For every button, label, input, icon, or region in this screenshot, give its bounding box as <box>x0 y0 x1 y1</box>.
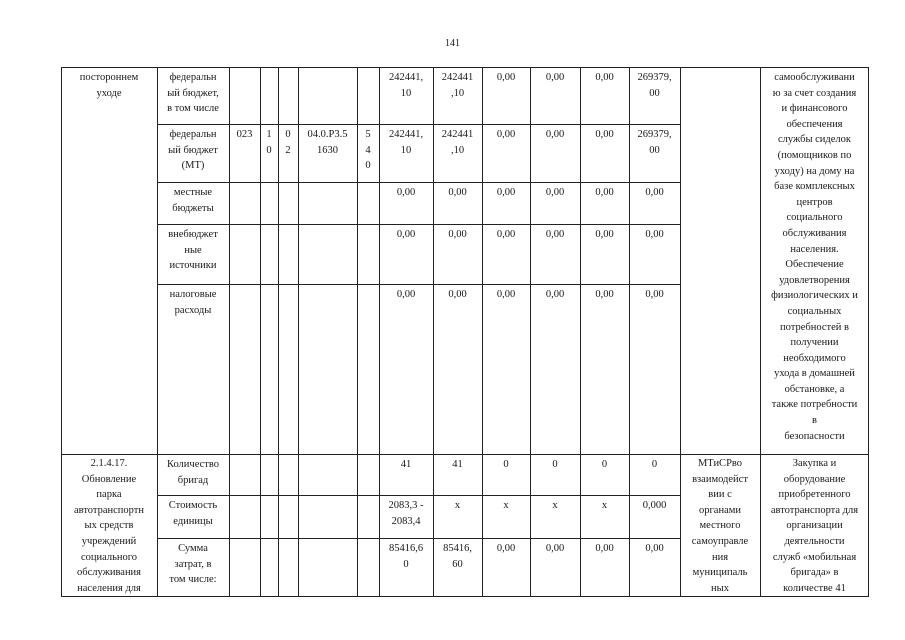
amount-cell: 0,00 <box>545 543 565 554</box>
grid-line <box>482 67 483 597</box>
amount-cell: 85416,6 0 <box>388 543 424 570</box>
grid-line <box>760 67 761 597</box>
amount-cell: 0,00 <box>396 187 416 198</box>
funding-source-cell: федеральн ый бюджет (МТ) <box>168 129 218 172</box>
grid-line <box>157 284 680 285</box>
amount-cell: 0,00 <box>645 543 664 554</box>
amount-cell: 269379, 00 <box>637 129 672 156</box>
grid-line <box>260 67 261 597</box>
amount-cell: x <box>601 500 608 511</box>
funding-source-cell: внебюджет ные источники <box>168 229 218 272</box>
grid-line <box>629 67 630 597</box>
amount-cell: 0 <box>651 459 658 470</box>
amount-cell: 0,00 <box>545 289 565 300</box>
amount-cell: 41 <box>400 459 412 470</box>
grid-line <box>157 124 680 125</box>
budget-code-cell: 0 2 <box>285 129 291 156</box>
budget-code-cell: 1 0 <box>266 129 272 156</box>
amount-cell: 0,00 <box>496 289 516 300</box>
grid-line <box>298 67 299 597</box>
amount-cell: 0,00 <box>496 543 516 554</box>
amount-cell: 0,00 <box>595 543 614 554</box>
amount-cell: 2083,3 - 2083,4 <box>388 500 424 527</box>
grid-line <box>357 67 358 597</box>
amount-cell: 0,00 <box>645 187 664 198</box>
amount-cell: 0,00 <box>595 72 614 83</box>
amount-cell: 0 <box>601 459 608 470</box>
grid-line <box>157 538 680 539</box>
amount-cell: 0 <box>503 459 509 470</box>
amount-cell: x <box>454 500 461 511</box>
amount-cell: 0,00 <box>645 289 664 300</box>
grid-line <box>157 67 158 597</box>
budget-code-cell: 04.0.P3.5 1630 <box>307 129 348 156</box>
grid-line <box>433 67 434 597</box>
amount-cell: x <box>552 500 558 511</box>
indicator-cell: Стоимость единицы <box>168 500 218 527</box>
measure-name-cell: постороннем уходе <box>79 72 139 99</box>
amount-cell: 41 <box>452 459 463 470</box>
grid-line <box>680 67 681 597</box>
amount-cell: x <box>503 500 509 511</box>
amount-cell: 0,00 <box>545 187 565 198</box>
amount-cell: 0,00 <box>545 129 565 140</box>
amount-cell: 0,00 <box>396 229 416 240</box>
amount-cell: 0,00 <box>595 229 614 240</box>
amount-cell: 0,00 <box>496 129 516 140</box>
budget-code-cell: 5 4 0 <box>365 129 371 172</box>
expected-result-cell: Закупка и оборудование приобретенного автотранспорта для организации деятельности служб «мобильная бригада» в количестве 41 <box>770 458 859 594</box>
expected-result-cell: самообслуживани ю за счет создания и финансового обеспечения службы сиделок (помощников по уходу) на дому на базе комплексных центров социального обслуживания населения. Обеспечение удовлетворения физиологических и социальных потребностей в получении необходимого ухода в домашней обстановке, а также потребности в безопасности <box>771 72 858 442</box>
amount-cell: 0,00 <box>595 129 614 140</box>
amount-cell: 85416, 60 <box>443 543 472 570</box>
grid-line <box>379 67 380 597</box>
funding-source-cell: федеральн ый бюджет, в том числе <box>167 72 219 115</box>
amount-cell: 0,00 <box>545 72 565 83</box>
amount-cell: 0 <box>552 459 558 470</box>
amount-cell: 0,000 <box>642 500 667 511</box>
amount-cell: 0,00 <box>496 229 516 240</box>
budget-code-cell: 023 <box>236 129 253 140</box>
amount-cell: 242441, 10 <box>388 129 424 156</box>
amount-cell: 0,00 <box>595 289 614 300</box>
grid-line <box>61 454 869 455</box>
amount-cell: 0,00 <box>448 187 467 198</box>
page-number: 141 <box>445 38 460 49</box>
indicator-cell: Сумма затрат, в том числе: <box>169 543 217 586</box>
amount-cell: 242441, 10 <box>388 72 424 99</box>
amount-cell: 0,00 <box>448 229 467 240</box>
funding-source-cell: налоговые расходы <box>169 289 217 316</box>
amount-cell: 0,00 <box>545 229 565 240</box>
amount-cell: 242441 ,10 <box>441 72 474 99</box>
executor-cell: МТиСРво взаимодейст вии с органами местного самоуправле ния муниципаль ных <box>691 458 749 594</box>
amount-cell: 0,00 <box>496 187 516 198</box>
measure-name-cell: 2.1.4.17. Обновление парка автотранспортн ых средств учреждений социального обслуживания населения для <box>73 458 144 594</box>
amount-cell: 0,00 <box>448 289 467 300</box>
funding-source-cell: местные бюджеты <box>172 187 214 214</box>
amount-cell: 0,00 <box>595 187 614 198</box>
grid-line <box>229 67 230 597</box>
amount-cell: 0,00 <box>645 229 664 240</box>
grid-line <box>278 67 279 597</box>
amount-cell: 269379, 00 <box>637 72 672 99</box>
grid-line <box>530 67 531 597</box>
grid-line <box>157 224 680 225</box>
indicator-cell: Количество бригад <box>166 459 220 486</box>
grid-line <box>580 67 581 597</box>
grid-line <box>157 182 680 183</box>
amount-cell: 0,00 <box>496 72 516 83</box>
grid-line <box>157 495 680 496</box>
amount-cell: 242441 ,10 <box>441 129 474 156</box>
amount-cell: 0,00 <box>396 289 416 300</box>
